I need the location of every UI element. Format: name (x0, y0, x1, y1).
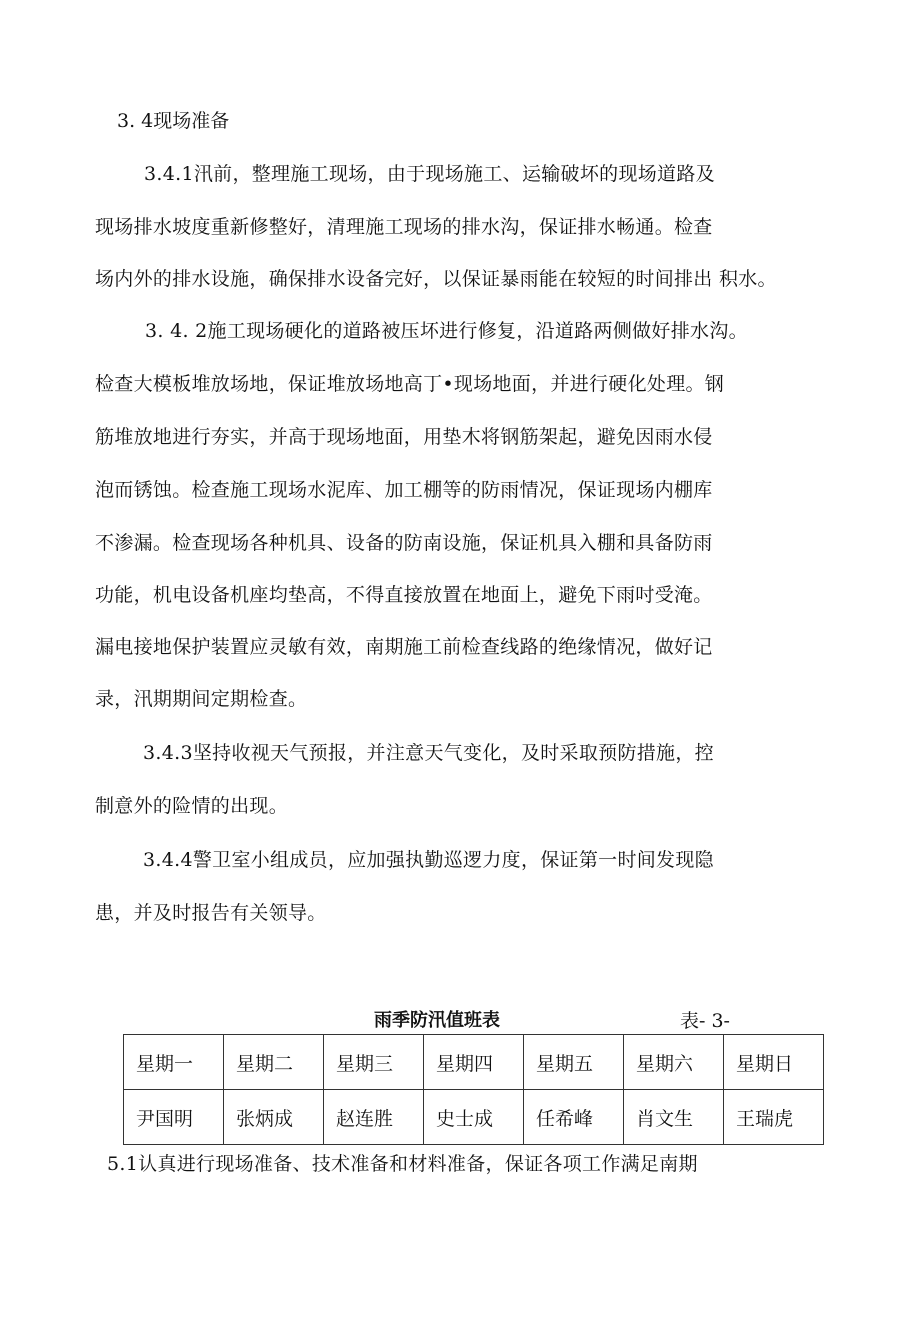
duty-table-days-row (124, 1035, 824, 1090)
day-cell-friday: 星期五 (524, 1035, 624, 1090)
paragraph-3-4-1-line-3: 场内外的排水设施，确保排水设备完好，以保证暴雨能在较短的时间排出 积水。 (95, 268, 777, 290)
person-cell-sunday: 王瑞虎 (724, 1090, 824, 1145)
duty-table-title: 雨季防汛值班表 (374, 1010, 500, 1031)
paragraph-3-4-3-line-2: 制意外的险情的出现。 (95, 795, 289, 817)
day-cell-sunday: 星期日 (724, 1035, 824, 1090)
day-cell-thursday: 星期四 (424, 1035, 524, 1090)
day-cell-tuesday: 星期二 (224, 1035, 324, 1090)
section-heading: 3. 4现场准备 (117, 110, 230, 132)
day-cell-saturday: 星期六 (624, 1035, 724, 1090)
paragraph-3-4-4-line-2: 患，并及时报告有关领导。 (95, 902, 327, 924)
person-cell-friday: 任希峰 (524, 1090, 624, 1145)
paragraph-3-4-4-line-1: 3.4.4警卫室小组成员，应加强执勤巡逻力度，保证第一时间发现隐 (143, 849, 714, 871)
person-cell-thursday: 史士成 (424, 1090, 524, 1145)
paragraph-3-4-1-line-2: 现场排水坡度重新修整好，清理施工现场的排水沟，保证排水畅通。检查 (95, 216, 713, 238)
paragraph-3-4-2-line-7: 漏电接地保护装置应灵敏有效，南期施工前检查线路的绝缘情况，做好记 (95, 636, 713, 658)
duty-table-code: 表- 3- (680, 1010, 730, 1032)
section-5-1-line: 5.1认真进行现场准备、技术准备和材料准备，保证各项工作满足南期 (107, 1153, 698, 1175)
paragraph-3-4-2-line-1: 3. 4. 2施工现场硬化的道路被压坏进行修复，沿道路两侧做好排水沟。 (145, 320, 748, 342)
paragraph-3-4-2-line-3: 筋堆放地进行夯实，并高于现场地面，用垫木将钢筋架起，避免因雨水侵 (95, 426, 713, 448)
paragraph-3-4-1-line-1: 3.4.1汛前，整理施工现场，由于现场施工、运输破坏的现场道路及 (144, 163, 715, 185)
day-cell-wednesday: 星期三 (324, 1035, 424, 1090)
day-cell-monday: 星期一 (124, 1035, 224, 1090)
person-cell-wednesday: 赵连胜 (324, 1090, 424, 1145)
paragraph-3-4-3-line-1: 3.4.3坚持收视天气预报，并注意天气变化，及时采取预防措施，控 (143, 742, 714, 764)
person-cell-saturday: 肖文生 (624, 1090, 724, 1145)
person-cell-tuesday: 张炳成 (224, 1090, 324, 1145)
paragraph-3-4-2-line-6: 功能，机电设备机座均垫高，不得直接放置在地面上，避免下雨吋受淹。 (95, 584, 713, 606)
duty-table (123, 1034, 824, 1145)
paragraph-3-4-2-line-8: 录，汛期期间定期检查。 (95, 688, 308, 710)
person-cell-monday: 尹国明 (124, 1090, 224, 1145)
paragraph-3-4-2-line-4: 泡而锈蚀。检查施工现场水泥库、加工棚等的防雨情况，保证现场内棚库 (95, 479, 713, 501)
duty-table-people-row (124, 1090, 824, 1145)
paragraph-3-4-2-line-5: 不渗漏。检查现场各种机具、设备的防南设施，保证机具入棚和具备防雨 (95, 532, 713, 554)
paragraph-3-4-2-line-2: 检查大模板堆放场地，保证堆放场地高丁•现场地面，并进行硬化处理。钢 (95, 373, 725, 395)
